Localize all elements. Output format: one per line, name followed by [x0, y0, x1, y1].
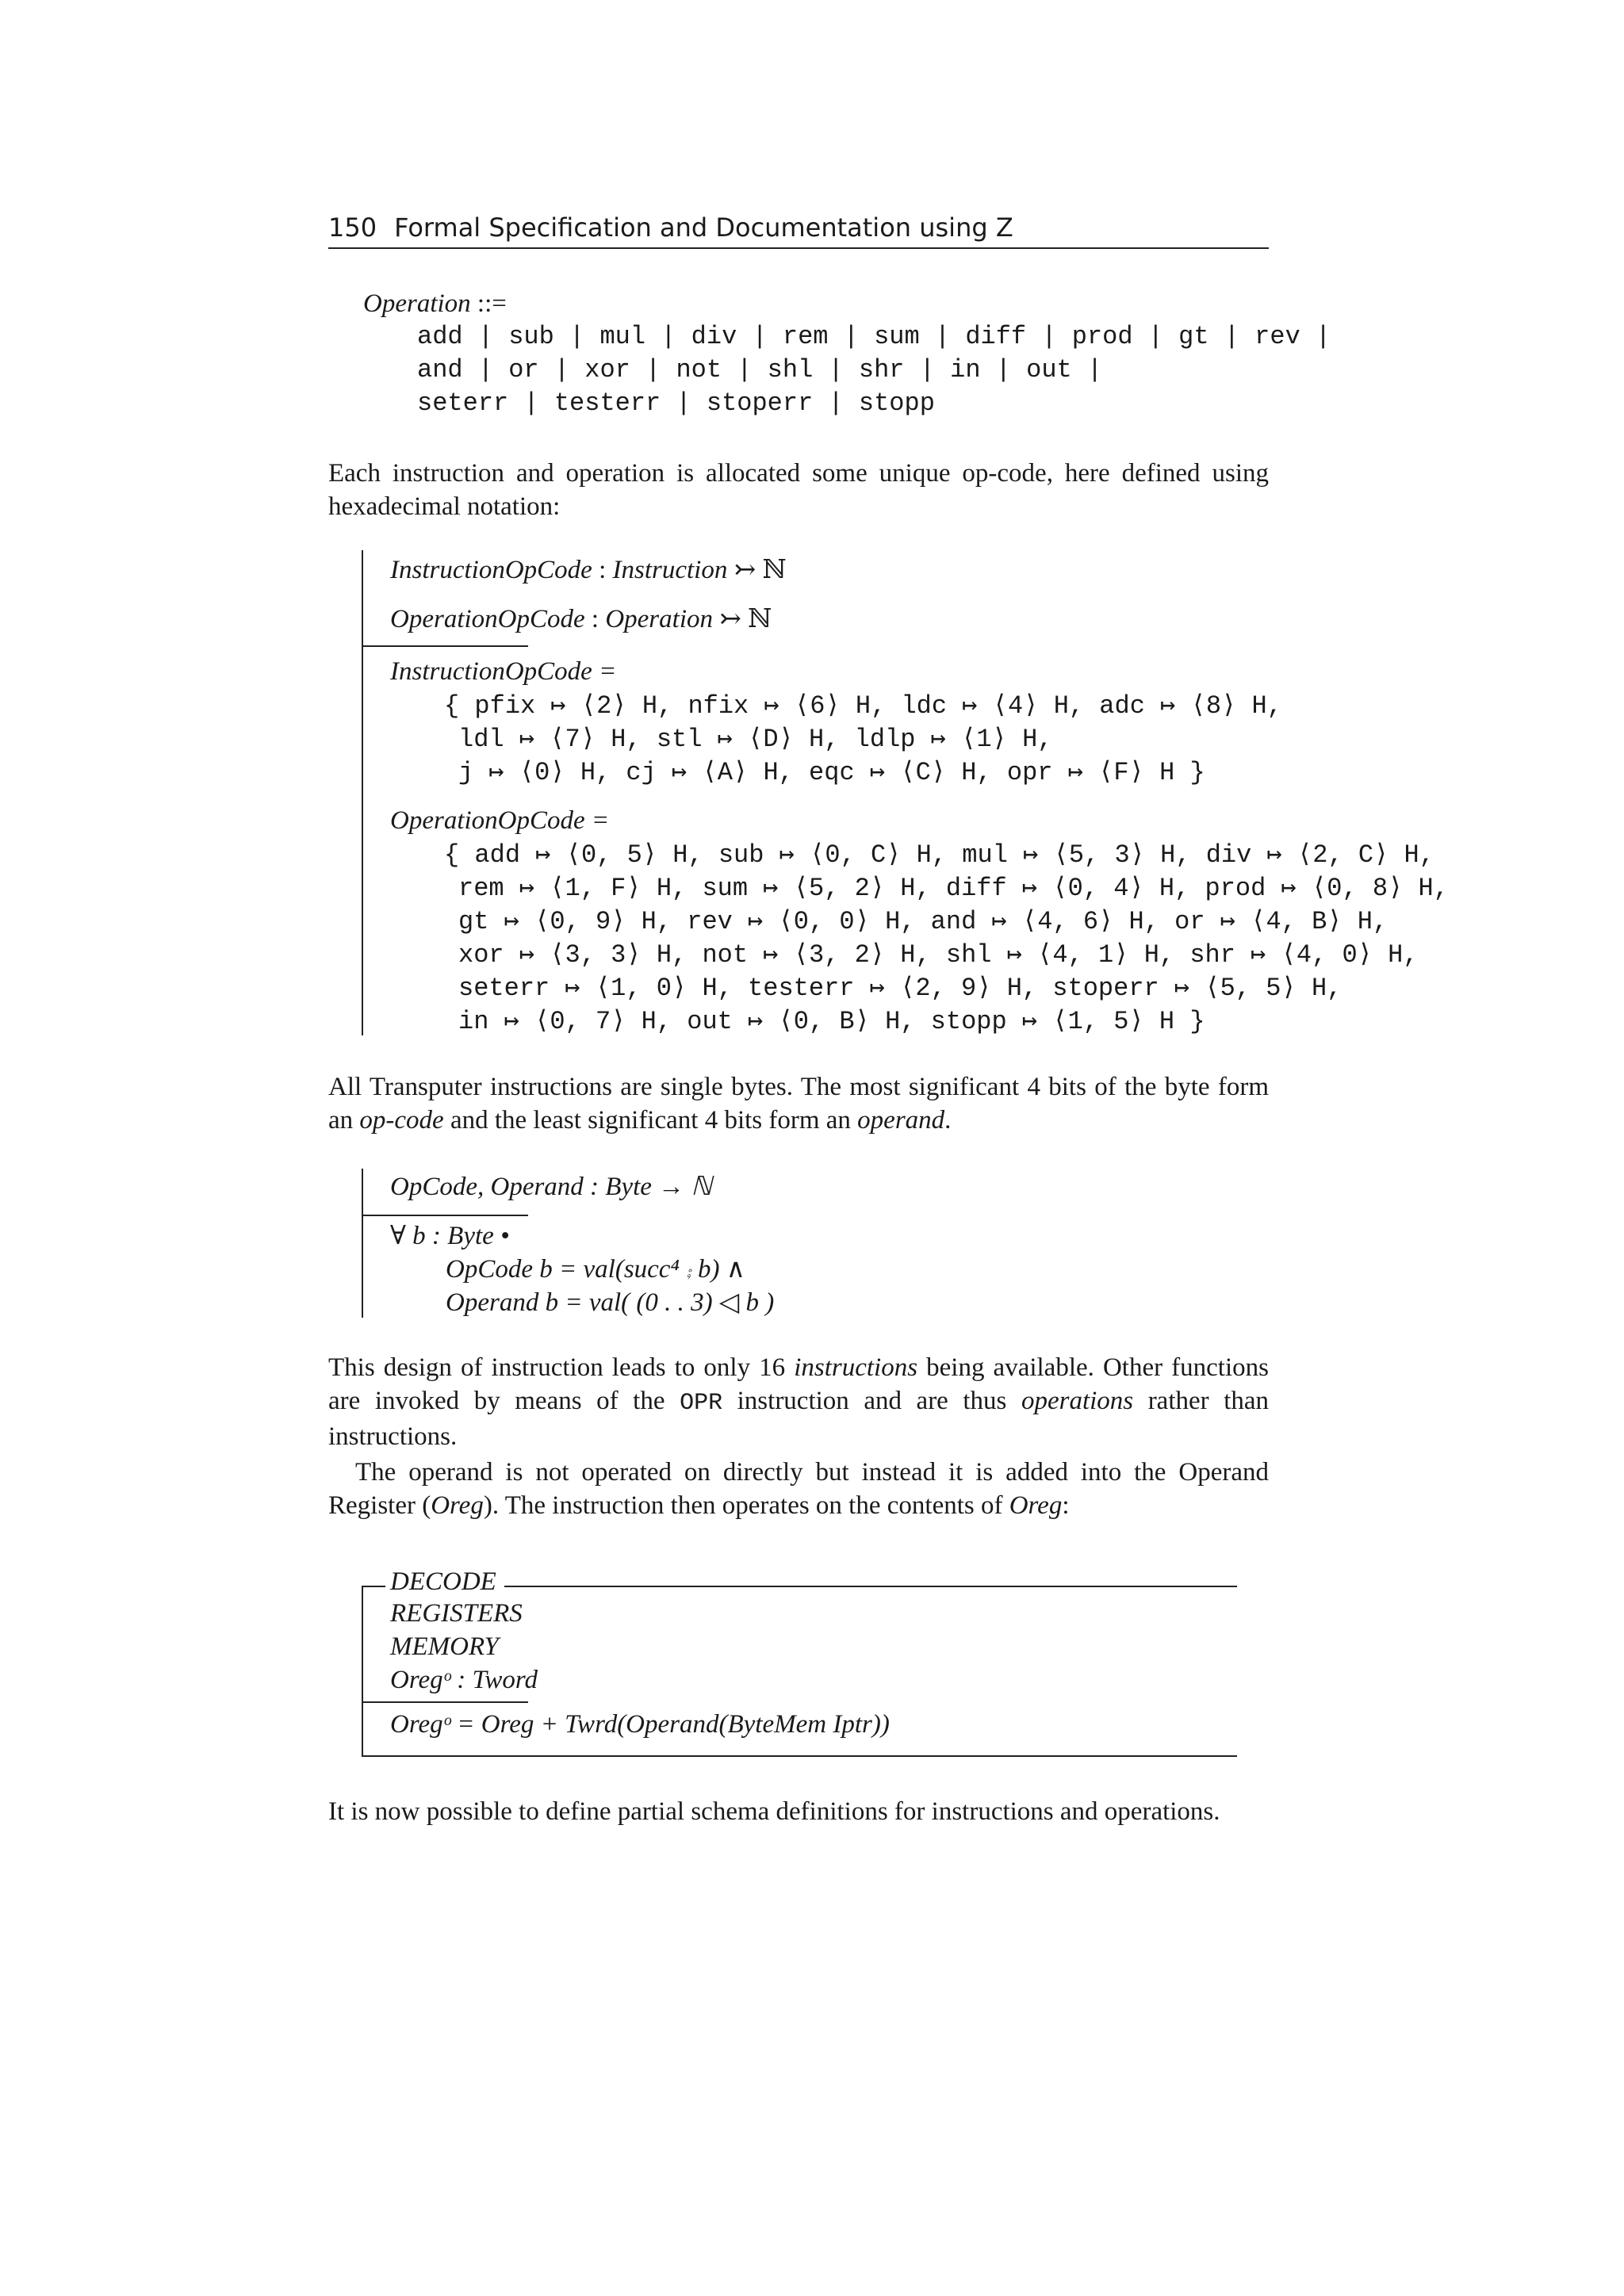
decode-decl-registers: REGISTERS	[390, 1599, 523, 1628]
paragraph-sixteen-instructions: This design of instruction leads to only 16 instructions being available. Other functions are invoked by means of the OPR instruction and are thus operations rather than instructions.	[328, 1353, 1270, 1451]
decl-operation-opcode: OperationOpCode : Operation ↣ ℕ	[390, 605, 772, 633]
page-number: 150	[328, 212, 377, 243]
axdef-byte-bar	[362, 1169, 363, 1318]
decl-instruction-opcode: InstructionOpCode : Instruction ↣ ℕ	[390, 556, 787, 584]
paragraph-operand-register: The operand is not operated on directly but instead it is added into the Operand Register (Oreg). The instruction then operates on the contents of Oreg:	[328, 1458, 1269, 1520]
pred-operation-opcode-line-6: in ↦ ⟨0, 7⟩ H, out ↦ ⟨0, B⟩ H, stopp ↦ ⟨1, 5⟩ H }	[458, 1007, 1205, 1036]
pred-operation-opcode-line-1: { add ↦ ⟨0, 5⟩ H, sub ↦ ⟨0, C⟩ H, mul ↦ ⟨5, 3⟩ H, div ↦ ⟨2, C⟩ H,	[444, 840, 1434, 870]
operation-type-line-2: and | or | xor | not | shl | shr | in | out |	[417, 355, 1103, 385]
decode-predicate: Oregᵒ = Oreg + Twrd(Operand(ByteMem Iptr))	[390, 1710, 890, 1739]
pred-operation-opcode-head: OperationOpCode =	[390, 806, 610, 835]
decl-opcode-operand: OpCode, Operand : Byte → ℕ	[390, 1173, 712, 1201]
pred-operation-opcode-line-2: rem ↦ ⟨1, F⟩ H, sum ↦ ⟨5, 2⟩ H, diff ↦ ⟨0, 4⟩ H, prod ↦ ⟨0, 8⟩ H,	[458, 874, 1449, 903]
pred-byte-line-2: Operand b = val( (0 . . 3) ◁ b )	[446, 1288, 775, 1317]
pred-byte-head: ∀ b : Byte •	[390, 1222, 510, 1250]
pred-operation-opcode-line-5: seterr ↦ ⟨1, 0⟩ H, testerr ↦ ⟨2, 9⟩ H, stoperr ↦ ⟨5, 5⟩ H,	[458, 974, 1342, 1003]
pred-instruction-opcode-line-3: j ↦ ⟨0⟩ H, cj ↦ ⟨A⟩ H, eqc ↦ ⟨C⟩ H, opr ↦ ⟨F⟩ H }	[458, 758, 1205, 787]
running-title: Formal Specification and Documentation using Z	[394, 212, 1013, 243]
pred-instruction-opcode-line-2: ldl ↦ ⟨7⟩ H, stl ↦ ⟨D⟩ H, ldlp ↦ ⟨1⟩ H,	[458, 725, 1053, 754]
pred-instruction-opcode-head: InstructionOpCode =	[390, 657, 617, 686]
decode-schema-name: DECODE	[390, 1567, 496, 1596]
axdef-opcodes-divider	[362, 645, 528, 647]
paragraph-op-codes: Each instruction and operation is allocated some unique op-code, here defined using hexadecimal notation:	[328, 459, 1269, 521]
decode-schema-bar	[362, 1586, 363, 1755]
paragraph-single-bytes: All Transputer instructions are single bytes. The most significant 4 bits of the byte form an op-code and the least significant 4 bits form an operand.	[328, 1073, 1269, 1135]
axdef-byte-divider	[362, 1215, 528, 1216]
running-head	[328, 212, 1269, 249]
axdef-opcodes-bar	[362, 550, 363, 1035]
pred-instruction-opcode-line-1: { pfix ↦ ⟨2⟩ H, nfix ↦ ⟨6⟩ H, ldc ↦ ⟨4⟩ H, adc ↦ ⟨8⟩ H,	[444, 691, 1282, 721]
decode-decl-oreg: Oregᵒ : Tword	[390, 1666, 538, 1694]
operation-type-head: Operation ::=	[363, 289, 507, 318]
operation-type-line-3: seterr | testerr | stoperr | stopp	[417, 388, 935, 418]
paragraph-partial-schemas: It is now possible to define partial schema definitions for instructions and operations.	[328, 1797, 1220, 1826]
decode-divider	[362, 1701, 528, 1703]
pred-byte-line-1: OpCode b = val(succ⁴ ⨾ b) ∧	[446, 1255, 745, 1284]
decode-top-rule-left	[362, 1586, 385, 1587]
decode-bottom-rule	[362, 1755, 1237, 1757]
pred-operation-opcode-line-4: xor ↦ ⟨3, 3⟩ H, not ↦ ⟨3, 2⟩ H, shl ↦ ⟨4, 1⟩ H, shr ↦ ⟨4, 0⟩ H,	[458, 940, 1419, 970]
operation-type-line-1: add | sub | mul | div | rem | sum | diff | prod | gt | rev |	[417, 322, 1331, 351]
decode-decl-memory: MEMORY	[390, 1632, 499, 1661]
pred-operation-opcode-line-3: gt ↦ ⟨0, 9⟩ H, rev ↦ ⟨0, 0⟩ H, and ↦ ⟨4, 6⟩ H, or ↦ ⟨4, B⟩ H,	[458, 907, 1388, 936]
decode-top-rule-right	[504, 1586, 1237, 1587]
